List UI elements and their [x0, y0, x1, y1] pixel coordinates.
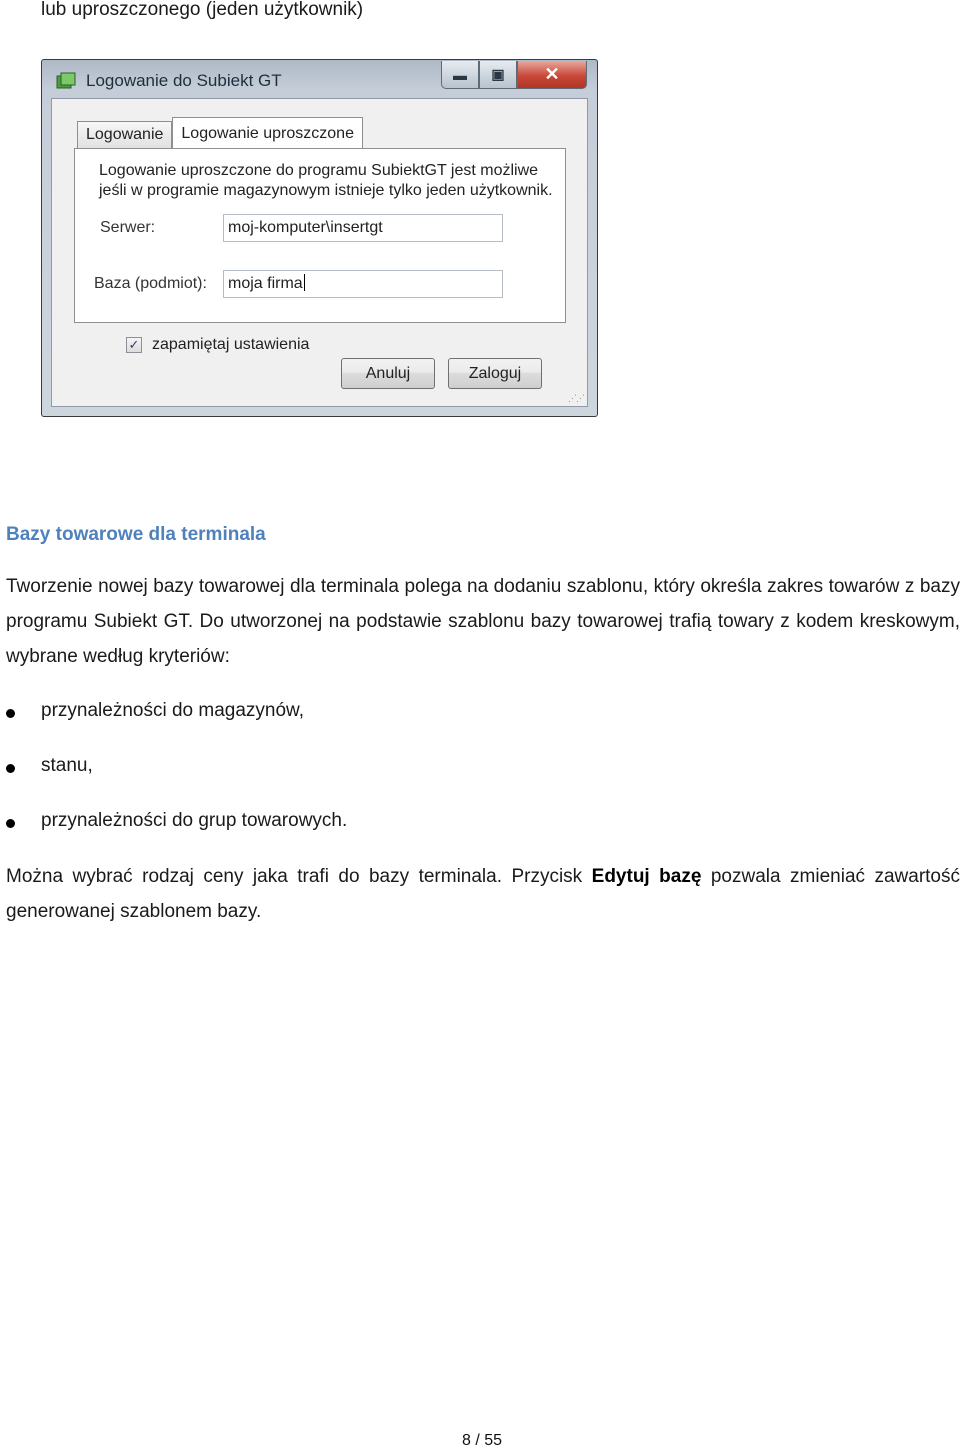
- bullet-icon: [6, 819, 15, 828]
- dialog-body: [51, 98, 588, 407]
- minimize-icon: ▬: [453, 66, 467, 83]
- page-number: 8 / 55: [461, 1432, 503, 1449]
- close-button[interactable]: [517, 61, 587, 89]
- remember-checkbox[interactable]: [126, 337, 142, 353]
- list-item-text: przynależności do grup towarowych.: [41, 810, 348, 831]
- description-line-2: jeśli w programie magazynowym istnieje tylko jeden użytkownik.: [99, 182, 553, 199]
- paragraph-price-after: pozwala zmieniać zawartość generowanej szablonem bazy.: [6, 866, 960, 922]
- cancel-button[interactable]: Anuluj: [341, 358, 435, 389]
- section-heading: Bazy towarowe dla terminala: [6, 524, 266, 545]
- tab-logowanie[interactable]: Logowanie: [77, 121, 172, 148]
- dialog-title: Logowanie do Subiekt GT: [86, 71, 282, 90]
- bullet-icon: [6, 709, 15, 718]
- login-button[interactable]: Zaloguj: [448, 358, 542, 389]
- list-item-text: stanu,: [41, 755, 93, 776]
- panel-description: [99, 161, 553, 201]
- close-icon: ✕: [544, 64, 560, 84]
- paragraph-price-before: Można wybrać rodzaj ceny jaka trafi do bazy terminala. Przycisk: [6, 866, 592, 887]
- tab-logowanie-uproszczone[interactable]: Logowanie uproszczone: [172, 117, 363, 149]
- login-dialog-screenshot: [41, 59, 598, 417]
- maximize-button[interactable]: [479, 61, 517, 89]
- app-icon: [56, 72, 76, 90]
- list-item-text: przynależności do magazynów,: [41, 700, 304, 721]
- database-input[interactable]: [223, 270, 503, 298]
- dialog-titlebar: [42, 60, 597, 100]
- server-input[interactable]: [223, 214, 503, 242]
- remember-label: zapamiętaj ustawienia: [152, 336, 310, 353]
- window-controls: [441, 61, 587, 91]
- minimize-button[interactable]: [441, 61, 479, 89]
- checkmark-icon: ✓: [128, 337, 140, 352]
- bullet-icon: [6, 764, 15, 773]
- server-value: moj-komputer\insertgt: [228, 219, 383, 236]
- intro-text: lub uproszczonego (jeden użytkownik): [41, 0, 364, 20]
- database-value: moja firma: [228, 275, 303, 292]
- tab-panel: [74, 148, 566, 323]
- resize-grip-icon[interactable]: ⋰⋰: [568, 393, 584, 403]
- tab-strip: [77, 116, 363, 148]
- maximize-icon: ▣: [491, 66, 505, 82]
- database-label: Baza (podmiot):: [94, 275, 207, 292]
- description-line-1: Logowanie uproszczone do programu SubiektGT jest możliwe: [99, 162, 539, 179]
- paragraph-price: [6, 859, 960, 929]
- edit-database-term: Edytuj bazę: [591, 866, 702, 887]
- paragraph-intro: Tworzenie nowej bazy towarowej dla terminala polega na dodaniu szablonu, który określa zakres towarów z bazy programu Subiekt GT. Do utworzonej na podstawie szablonu bazy towarowej trafią towary z kodem kreskowym, wybrane według kryteriów:: [6, 576, 960, 667]
- server-label: Serwer:: [100, 219, 156, 236]
- text-caret: [304, 274, 305, 291]
